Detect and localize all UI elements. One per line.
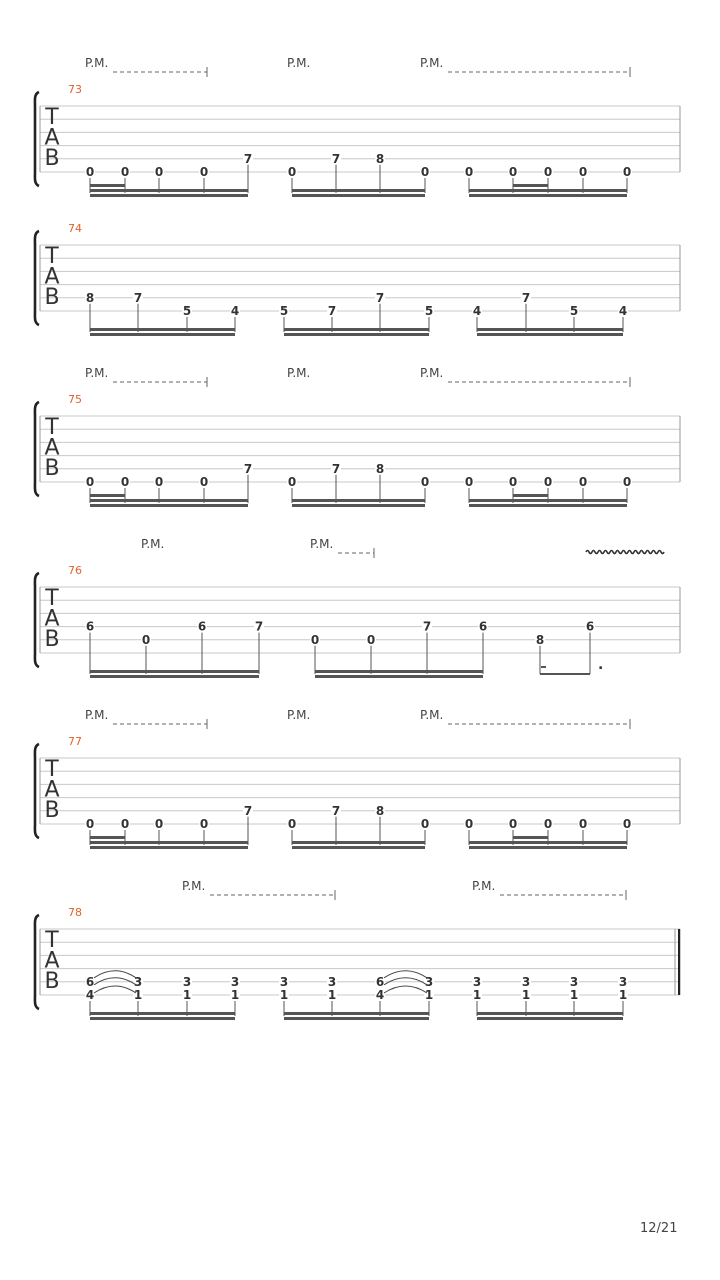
beam [469, 846, 627, 849]
fret-number: 7 [243, 151, 253, 166]
palm-mute-label: P.M. [472, 879, 496, 893]
palm-mute-label: P.M. [85, 708, 109, 722]
fret-number: 1 [424, 988, 434, 1002]
fret-number: 3 [279, 974, 289, 989]
fret-number: 0 [366, 632, 376, 647]
slur-arc [384, 971, 427, 978]
fret-number: 4 [230, 304, 240, 318]
palm-mute-label: P.M. [182, 879, 206, 893]
system-bracket [35, 573, 39, 667]
measure-number: 77 [68, 735, 82, 748]
fret-number: 7 [331, 803, 341, 818]
fret-number: 0 [464, 165, 474, 179]
beam [284, 333, 429, 336]
fret-number: 4 [618, 304, 628, 318]
fret-number: 0 [141, 632, 151, 647]
fret-number: 0 [85, 165, 95, 179]
beam [284, 328, 429, 331]
fret-number: 7 [133, 290, 143, 305]
tab-clef-letter: T [45, 244, 59, 269]
fret-number: 0 [199, 817, 209, 831]
tab-clef-letter: B [44, 798, 60, 823]
fret-number: 1 [279, 988, 289, 1002]
fret-number: 6 [478, 619, 488, 634]
beam [90, 194, 248, 197]
fret-number: 8 [375, 461, 385, 476]
fret-number: 6 [375, 974, 385, 989]
fret-number: 0 [420, 475, 430, 489]
fret-number: 0 [420, 165, 430, 179]
fret-number: 0 [154, 475, 164, 489]
fret-number: 0 [154, 165, 164, 179]
dot-mark: . [598, 657, 604, 673]
tab-clef-letter: T [45, 928, 59, 953]
fret-number: 3 [230, 974, 240, 989]
fret-number: 0 [287, 475, 297, 489]
fret-number: 5 [569, 304, 579, 318]
palm-mute-label: P.M. [85, 366, 109, 380]
system-bracket [35, 915, 39, 1009]
beam [284, 1017, 429, 1020]
beam [292, 841, 425, 844]
beam [90, 1012, 235, 1015]
fret-number: 1 [182, 988, 192, 1002]
sub-beam [513, 184, 548, 187]
system-bracket [35, 744, 39, 838]
fret-number: 0 [464, 475, 474, 489]
sub-beam [90, 836, 125, 839]
fret-number: 7 [521, 290, 531, 305]
fret-number: 5 [279, 304, 289, 318]
fret-number: 6 [85, 974, 95, 989]
fret-number: 1 [133, 988, 143, 1002]
fret-number: 0 [199, 165, 209, 179]
fret-number: 0 [622, 817, 632, 831]
palm-mute-label: P.M. [310, 537, 334, 551]
fret-number: 0 [120, 475, 130, 489]
beam [315, 670, 483, 673]
fret-number: 0 [287, 817, 297, 831]
fret-number: 8 [535, 632, 545, 647]
fret-number: 6 [585, 619, 595, 634]
fret-number: 0 [622, 475, 632, 489]
beam [90, 499, 248, 502]
beam [90, 841, 248, 844]
palm-mute-label: P.M. [420, 708, 444, 722]
tab-clef-letter: A [44, 435, 60, 461]
palm-mute-label: P.M. [141, 537, 165, 551]
beam [284, 1012, 429, 1015]
beam [90, 675, 259, 678]
tab-clef-letter: A [44, 606, 60, 632]
page-number: 12/21 [640, 1221, 678, 1236]
fret-number: 3 [133, 974, 143, 989]
fret-number: 0 [578, 475, 588, 489]
sub-beam [90, 184, 125, 187]
system-bracket [35, 402, 39, 496]
fret-number: 7 [254, 619, 264, 634]
beam [292, 194, 425, 197]
beam [292, 846, 425, 849]
fret-number: 3 [182, 974, 192, 989]
fret-number: 0 [543, 817, 553, 831]
fret-number: 8 [85, 290, 95, 305]
palm-mute-label: P.M. [420, 56, 444, 70]
fret-number: 3 [618, 974, 628, 989]
measure-number: 76 [68, 564, 82, 577]
fret-number: 1 [618, 988, 628, 1002]
tab-clef-letter: B [44, 285, 60, 310]
beam [90, 846, 248, 849]
fret-number: 6 [197, 619, 207, 634]
tab-clef-letter: B [44, 456, 60, 481]
sub-beam [513, 836, 548, 839]
fret-number: 0 [578, 165, 588, 179]
beam [90, 1017, 235, 1020]
fret-number: 0 [154, 817, 164, 831]
system-bracket [35, 231, 39, 325]
measure-number: 73 [68, 83, 82, 96]
tab-clef-letter: T [45, 105, 59, 130]
measure-number: 74 [68, 222, 82, 235]
fret-number: 3 [472, 974, 482, 989]
fret-number: 3 [569, 974, 579, 989]
fret-number: 0 [287, 165, 297, 179]
fret-number: 8 [375, 803, 385, 818]
fret-number: 7 [422, 619, 432, 634]
fret-number: 0 [543, 165, 553, 179]
measure-number: 75 [68, 393, 82, 406]
fret-number: 1 [472, 988, 482, 1002]
fret-number: 1 [521, 988, 531, 1002]
tab-clef-letter: T [45, 757, 59, 782]
fret-number: 0 [85, 817, 95, 831]
beam [292, 499, 425, 502]
tab-clef-letter: T [45, 586, 59, 611]
beam [292, 189, 425, 192]
beam [315, 675, 483, 678]
slur-arc [384, 986, 427, 993]
beam [90, 328, 235, 331]
beam [477, 328, 623, 331]
beam [469, 499, 627, 502]
fret-number: 0 [199, 475, 209, 489]
tab-clef-letter: B [44, 146, 60, 171]
fret-number: 0 [464, 817, 474, 831]
fret-number: 0 [310, 632, 320, 647]
fret-number: 0 [120, 817, 130, 831]
fret-number: 0 [508, 817, 518, 831]
tab-clef-letter: A [44, 777, 60, 803]
vibrato-icon [586, 551, 664, 554]
beam [477, 1017, 623, 1020]
fret-number: 0 [508, 165, 518, 179]
fret-number: 7 [327, 304, 337, 318]
tab-clef-letter: A [44, 264, 60, 290]
beam [90, 670, 259, 673]
palm-mute-label: P.M. [287, 56, 311, 70]
fret-number: 3 [521, 974, 531, 989]
system-bracket [35, 92, 39, 186]
fret-number: 1 [327, 988, 337, 1002]
tab-clef-letter: A [44, 948, 60, 974]
fret-number: 0 [508, 475, 518, 489]
palm-mute-label: P.M. [420, 366, 444, 380]
fret-number: 0 [543, 475, 553, 489]
tab-clef-letter: A [44, 125, 60, 151]
beam [469, 504, 627, 507]
fret-number: 1 [569, 988, 579, 1002]
beam [90, 333, 235, 336]
beam [292, 504, 425, 507]
fret-number: 7 [331, 461, 341, 476]
fret-number: 0 [85, 475, 95, 489]
beam [90, 504, 248, 507]
tab-clef-letter: B [44, 969, 60, 994]
beam [469, 189, 627, 192]
beam [469, 194, 627, 197]
fret-number: 6 [85, 619, 95, 634]
fret-number: 3 [424, 974, 434, 989]
slur-arc [94, 971, 136, 978]
sub-beam [513, 494, 548, 497]
beam [469, 841, 627, 844]
fret-number: 3 [327, 974, 337, 989]
fret-number: 0 [622, 165, 632, 179]
fret-number: 5 [182, 304, 192, 318]
tab-clef-letter: T [45, 415, 59, 440]
palm-mute-label: P.M. [287, 708, 311, 722]
sub-beam [90, 494, 125, 497]
fret-number: 1 [230, 988, 240, 1002]
fret-number: 7 [375, 290, 385, 305]
fret-number: 4 [85, 988, 95, 1002]
fret-number: 7 [243, 803, 253, 818]
beam [477, 333, 623, 336]
measure-number: 78 [68, 906, 82, 919]
beam [90, 189, 248, 192]
fret-number: 4 [472, 304, 482, 318]
fret-number: 4 [375, 988, 385, 1002]
palm-mute-label: P.M. [85, 56, 109, 70]
palm-mute-label: P.M. [287, 366, 311, 380]
fret-number: 7 [331, 151, 341, 166]
fret-number: 7 [243, 461, 253, 476]
slur-arc [94, 986, 136, 993]
beam [477, 1012, 623, 1015]
fret-number: 0 [578, 817, 588, 831]
fret-number: 8 [375, 151, 385, 166]
tab-clef-letter: B [44, 627, 60, 652]
fret-number: 0 [120, 165, 130, 179]
fret-number: 0 [420, 817, 430, 831]
rest-mark [541, 666, 546, 668]
fret-number: 5 [424, 304, 434, 318]
